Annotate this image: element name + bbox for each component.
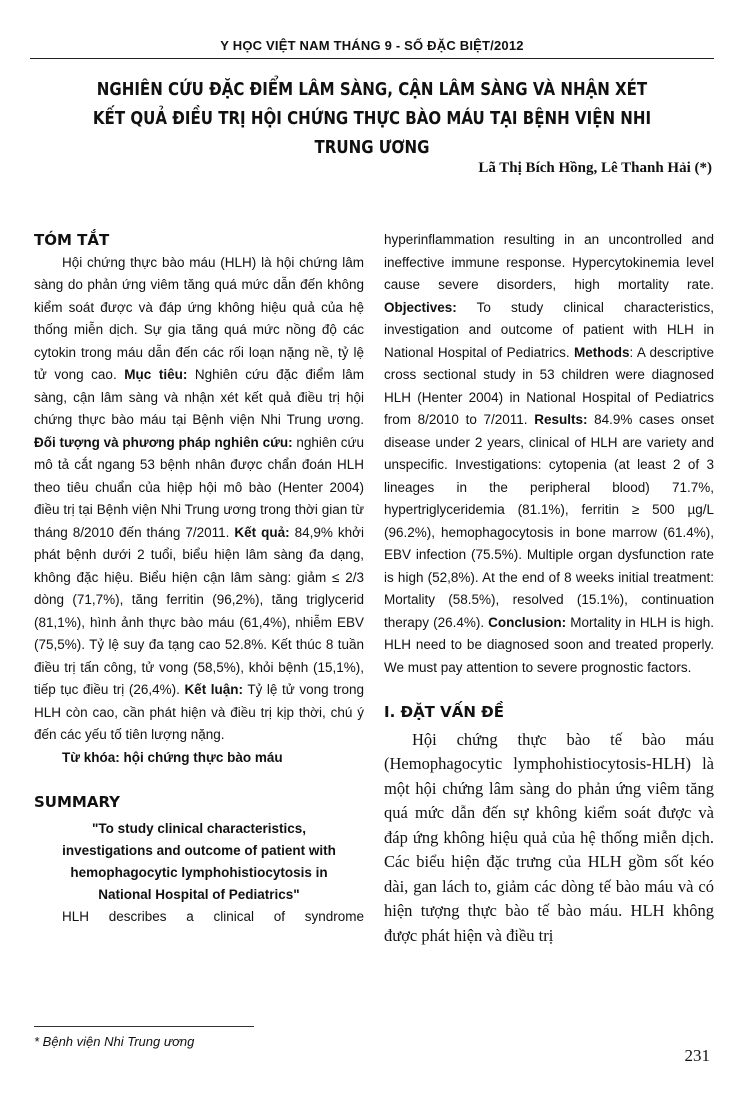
doi-tuong-label: Đối tượng và phương pháp nghiên cứu: (34, 434, 293, 450)
ket-qua-label: Kết quả: (234, 524, 290, 540)
muc-tieu-label: Mục tiêu: (124, 367, 188, 382)
muc-tieu-text: Nghiên cứu đặc điểm lâm sàng, cận lâm sàng và nhận xét kết quả điều trị hội chứng thực bào máu tại Bệnh viện Nhi Trung ương. (34, 367, 364, 427)
title-line-1: NGHIÊN CỨU ĐẶC ĐIỂM LÂM SÀNG, CẬN LÂM SÀNG VÀ NHẬN XÉT (96, 80, 648, 100)
intro-heading: I. ĐẶT VẤN ĐỀ (384, 703, 504, 721)
intro-paragraph: Hội chứng thực bào tế bào máu (Hemophagocytic lymphohistiocytosis-HLH) là một hội chứng lâm sàng do phản ứng viêm tăng quá mức dẫn đến sự không kiểm soát được và đáp ứng không hiệu quả của hệ thống miễn dịch. Các biểu hiện đặc trưng của HLH gồm sốt kéo dài, gan lách to, giảm các dòng tế bào máu và có hiện tượng thực bào tế bào máu. HLH không được phát hiện và điều trị (384, 729, 714, 945)
summary-start: HLH describes a clinical of syndrome (62, 908, 364, 924)
title-line-2: KẾT QUẢ ĐIỀU TRỊ HỘI CHỨNG THỰC BÀO MÁU TẠI BỆNH VIỆN NHI TRUNG ƯƠNG (92, 109, 652, 158)
left-column (34, 229, 364, 928)
summary-title-line-1: "To study clinical characteristics, (92, 820, 306, 836)
page-number: 231 (684, 1046, 710, 1065)
running-head: Y HỌC VIỆT NAM THÁNG 9 - SỐ ĐẶC BIỆT/2012 (220, 38, 524, 53)
authors: Lã Thị Bích Hồng, Lê Thanh Hải (*) (478, 160, 712, 176)
summary-title-line-2: investigations and outcome of patient with (62, 842, 336, 858)
objectives-text: To study clinical characteristics, investigation and outcome of patient with HLH in National Hospital of Pediatrics. (384, 299, 714, 360)
summary-heading: SUMMARY (34, 793, 121, 811)
results-text: 84.9% cases onset disease under 2 years, clinical of HLH are variety and unspecific. Investigations: cytopenia (at least 2 of 3 lineages in the peripheral blood) 71.7%, hypertriglyceridemia (81.1%), ferritin ≥ 500 µg/L (96.2%), hemophagocytosis in bone marrow (61.4%), EBV infection (75.5%). Multiple organ dysfunction rate is high (52,8%). At the end of 8 weeks initial treatment: Mortality (58.5%), resolved (15.1%), continuation therapy (26.4%). (384, 412, 714, 630)
keywords: Từ khóa: hội chứng thực bào máu (62, 749, 283, 765)
right-column (384, 229, 714, 948)
conclusion-text: Mortality in HLH is high. HLH need to be diagnosed soon and treated properly. We must pay attention to severe prognostic factors. (384, 614, 714, 675)
summary-title-line-3: hemophagocytic lymphohistiocytosis in (70, 864, 328, 880)
footnote-rule (34, 1026, 254, 1027)
objectives-label: Objectives: (384, 299, 457, 315)
summary-continued: hyperinflammation resulting in an uncontrolled and ineffective immune response. Hypercytokinemia level cause severe disorders, high mortality rate. (384, 232, 714, 292)
methods-text: : A descriptive cross sectional study in 53 children were diagnosed HLH (Henter 2004) in National Hospital of Pediatrics from 8/2010 to 7/2011. (384, 344, 714, 427)
tom-tat-abstract (34, 252, 364, 747)
summary-abstract (384, 229, 714, 679)
ket-luan-label: Kết luận: (184, 682, 244, 697)
summary-title (34, 818, 364, 906)
conclusion-label: Conclusion: (488, 614, 567, 630)
article-title (78, 76, 666, 163)
ket-luan-text: Tỷ lệ tử vong trong HLH còn cao, cần phát hiện và điều trị kịp thời, chú ý đến các yếu tố tiên lượng nặng. (34, 682, 364, 742)
summary-title-line-4: National Hospital of Pediatrics" (98, 886, 300, 902)
tom-tat-intro: Hội chứng thực bào máu (HLH) là hội chứng lâm sàng do phản ứng viêm tăng quá mức dẫn đến không kiểm soát được và đáp ứng không hiệu quả của hệ thống miễn dịch. Sự gia tăng quá mức nồng độ các cytokin trong máu dẫn đến các rối loạn nặng nề, tỷ lệ tử vong cao. (34, 254, 364, 382)
results-label: Results: (534, 412, 588, 427)
methods-label: Methods (574, 344, 630, 360)
doi-tuong-text: nghiên cứu mô tả cắt ngang 53 bệnh nhân được chẩn đoán HLH theo tiêu chuẩn của hiệp hội mô bào (Henter 2004) điều trị tại Bệnh viện Nhi Trung ương trong thời gian từ tháng 8/2010 đến tháng 7/2011. (34, 434, 364, 540)
header-rule (30, 58, 714, 59)
footnote: * Bệnh viện Nhi Trung ương (34, 1034, 195, 1049)
ket-qua-text: 84,9% khởi phát bệnh dưới 2 tuổi, biểu hiện lâm sàng đa dạng, không đặc hiệu. Biểu hiện cận lâm sàng: giảm ≤ 2/3 dòng (71,7%), tăng ferritin (96,2%), tăng triglycerid (81,1%), hình ảnh thực bào máu (61,4%), nhiễm EBV (75,5%). Tỷ lệ suy đa tạng cao 52.8%. Kết thúc 8 tuần điều trị tấn công, tử vong (58,5%), khỏi bệnh (15,1%), tiếp tục điều trị (26,4%). (34, 524, 365, 697)
tom-tat-heading: TÓM TẮT (34, 231, 110, 249)
